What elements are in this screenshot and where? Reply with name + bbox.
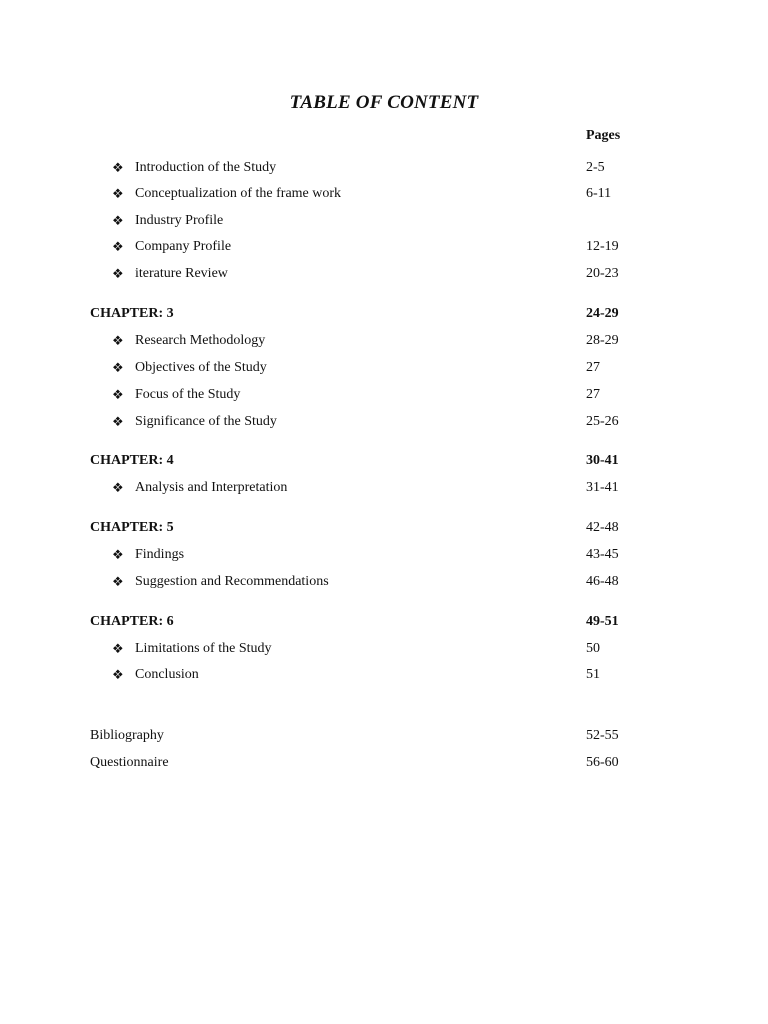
toc-entry-label: Significance of the Study xyxy=(135,414,277,429)
toc-page-number: 43-45 xyxy=(586,547,619,562)
page-title: TABLE OF CONTENT xyxy=(289,92,479,113)
toc-page-number: 27 xyxy=(586,360,600,375)
toc-entry-label: Conclusion xyxy=(135,667,199,682)
toc-page-number: 30-41 xyxy=(586,453,619,468)
toc-item-row xyxy=(0,264,768,284)
diamond-bullet-icon: ❖ xyxy=(112,414,124,429)
diamond-bullet-icon: ❖ xyxy=(112,213,124,228)
toc-entry-label: Bibliography xyxy=(90,728,164,743)
toc-page-number: 31-41 xyxy=(586,480,619,495)
toc-page-number: 25-26 xyxy=(586,414,619,429)
toc-item-row xyxy=(0,211,768,231)
toc-page-number: 20-23 xyxy=(586,266,619,281)
toc-item-row xyxy=(0,665,768,685)
toc-chapter-row xyxy=(0,612,768,632)
toc-entry-label: Company Profile xyxy=(135,239,232,254)
pages-column-header: Pages xyxy=(586,128,621,143)
toc-page-number: 46-48 xyxy=(586,574,619,589)
diamond-bullet-icon: ❖ xyxy=(112,547,124,562)
toc-entry-label: Findings xyxy=(135,547,185,562)
toc-item-row xyxy=(0,478,768,498)
toc-entry-label: iterature Review xyxy=(135,266,228,281)
toc-page-number: 12-19 xyxy=(586,239,619,254)
toc-entry-label: CHAPTER: 6 xyxy=(90,614,174,629)
toc-entry-label: CHAPTER: 3 xyxy=(90,306,174,321)
toc-entry-label: Suggestion and Recommendations xyxy=(135,574,329,589)
toc-page-number: 50 xyxy=(586,641,600,656)
toc-item-row xyxy=(0,545,768,565)
toc-chapter-row xyxy=(0,304,768,324)
diamond-bullet-icon: ❖ xyxy=(112,667,124,682)
toc-entry-label: Focus of the Study xyxy=(135,387,241,402)
toc-backmatter-row xyxy=(0,753,768,773)
toc-page-number: 28-29 xyxy=(586,333,619,348)
toc-page-number: 27 xyxy=(586,387,600,402)
toc-entry-label: CHAPTER: 4 xyxy=(90,453,174,468)
diamond-bullet-icon: ❖ xyxy=(112,480,124,495)
toc-item-row xyxy=(0,237,768,257)
toc-entry-label: Research Methodology xyxy=(135,333,266,348)
toc-backmatter-row xyxy=(0,726,768,746)
diamond-bullet-icon: ❖ xyxy=(112,360,124,375)
toc-item-row xyxy=(0,639,768,659)
toc-entry-label: Objectives of the Study xyxy=(135,360,267,375)
toc-page-number: 2-5 xyxy=(586,160,605,175)
diamond-bullet-icon: ❖ xyxy=(112,266,124,281)
toc-entry-label: Limitations of the Study xyxy=(135,641,272,656)
toc-entry-label: Introduction of the Study xyxy=(135,160,277,175)
toc-page-number: 6-11 xyxy=(586,186,612,201)
toc-item-row xyxy=(0,572,768,592)
toc-page-number: 51 xyxy=(586,667,600,682)
toc-item-row xyxy=(0,158,768,178)
diamond-bullet-icon: ❖ xyxy=(112,333,124,348)
diamond-bullet-icon: ❖ xyxy=(112,186,124,201)
diamond-bullet-icon: ❖ xyxy=(112,239,124,254)
diamond-bullet-icon: ❖ xyxy=(112,160,124,175)
toc-entry-label: Industry Profile xyxy=(135,213,224,228)
toc-item-row xyxy=(0,385,768,405)
toc-entry-label: CHAPTER: 5 xyxy=(90,520,174,535)
toc-page-number: 42-48 xyxy=(586,520,619,535)
diamond-bullet-icon: ❖ xyxy=(112,641,124,656)
toc-page-number: 49-51 xyxy=(586,614,619,629)
toc-item-row xyxy=(0,412,768,432)
toc-page-number: 52-55 xyxy=(586,728,619,743)
toc-chapter-row xyxy=(0,518,768,538)
toc-chapter-row xyxy=(0,451,768,471)
toc-item-row xyxy=(0,184,768,204)
toc-item-row xyxy=(0,358,768,378)
toc-entry-label: Conceptualization of the frame work xyxy=(135,186,342,201)
toc-entry-label: Questionnaire xyxy=(90,755,169,770)
toc-item-row xyxy=(0,331,768,351)
toc-entry-label: Analysis and Interpretation xyxy=(135,480,288,495)
toc-page-number: 56-60 xyxy=(586,755,619,770)
toc-page-number: 24-29 xyxy=(586,306,619,321)
diamond-bullet-icon: ❖ xyxy=(112,387,124,402)
diamond-bullet-icon: ❖ xyxy=(112,574,124,589)
